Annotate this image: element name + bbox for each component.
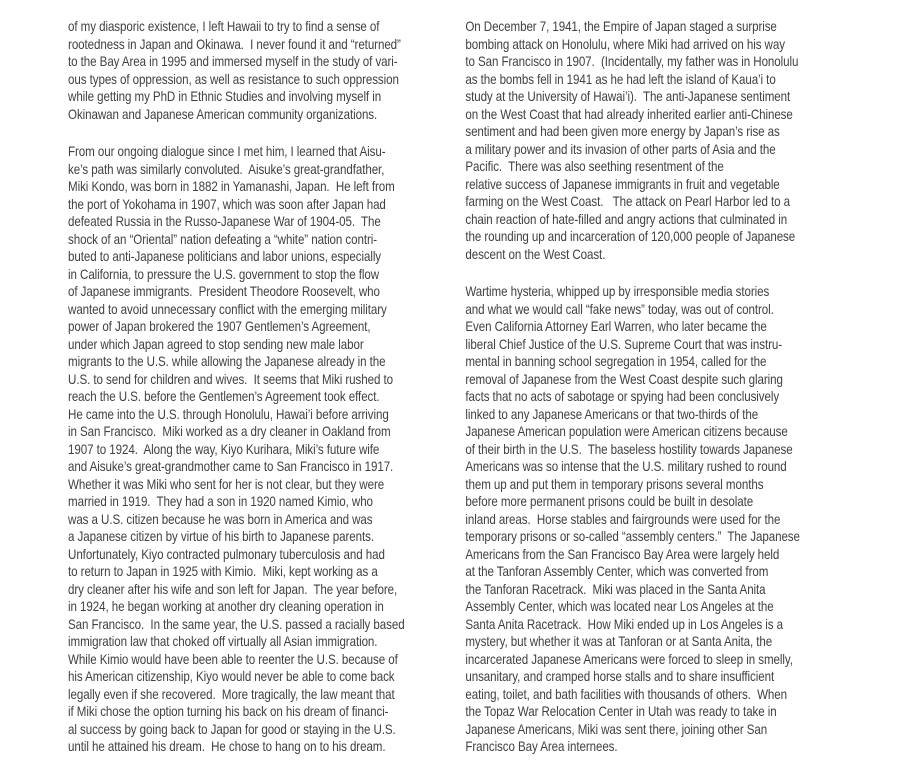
text-line: U.S. to send for children and wives. It seems that Miki rushed to: [68, 371, 393, 387]
text-line: Santa Anita Racetrack. How Miki ended up in Los Angeles is a: [465, 616, 783, 632]
text-line: linked to any Japanese Americans or that two-thirds of the: [465, 406, 759, 422]
text-line: the Tanforan Racetrack. Miki was placed in the Santa Anita: [465, 581, 766, 597]
paragraph: [465, 18, 860, 263]
text-line: removal of Japanese from the West Coast despite such glaring: [465, 371, 783, 387]
text-line: of their birth in the U.S. The baseless hostility towards Japanese: [465, 441, 793, 457]
text-line: Pacific. There was also seething resentment of the: [465, 159, 724, 174]
text-line: facts that no acts of sabotage or spying had been conclusively: [465, 389, 780, 404]
text-line: before more permanent prisons could be built in desolate: [465, 494, 754, 509]
text-line: shock of an “Oriental” nation defeating a “white” nation contri-: [68, 231, 378, 247]
text-line: unsanitary, and cramped horse stalls and to share insufficient: [465, 669, 775, 684]
text-column-left: [68, 18, 450, 776]
text-line: On December 7, 1941, the Empire of Japan staged a surprise: [465, 19, 777, 34]
paragraph: [465, 283, 860, 756]
text-line: eating, toilet, and bath facilities with thousands of others. When: [465, 686, 788, 702]
text-line: study at the University of Hawai’i). The anti-Japanese sentiment: [465, 89, 791, 104]
text-line: Americans from the San Francisco Bay Area were largely held: [465, 546, 780, 562]
text-line: in San Francisco. Miki worked as a dry cleaner in Oakland from: [68, 424, 391, 439]
text-line: migrants to the U.S. while allowing the Japanese already in the: [68, 354, 386, 369]
text-line: Francisco Bay Area internees.: [465, 739, 618, 754]
text-line: Miki Kondo, was born in 1882 in Yamanashi, Japan. He left from: [68, 179, 395, 194]
paragraph: [68, 18, 450, 123]
text-line: in California, to pressure the U.S. government to stop the flow: [68, 266, 380, 282]
text-line: chain reaction of hate-filled and angry actions that culminated in: [465, 211, 788, 227]
text-line: Japanese Americans, Miki was sent there, joining other San: [465, 721, 768, 737]
text-line: reach the U.S. before the Gentlemen’s Agreement took effect.: [68, 389, 380, 404]
text-line: in 1924, he began working at another dry cleaning operation in: [68, 599, 384, 614]
text-line: sentiment and had been given more energy by Japan’s rise as: [465, 124, 780, 139]
text-line: was a U.S. citizen because he was born in America and was: [68, 511, 373, 527]
text-line: legally even if she recovered. More tragically, the law meant that: [68, 686, 395, 702]
text-line: his American citizenship, Kiyo would never be able to come back: [68, 669, 395, 684]
paragraph: [68, 143, 450, 756]
text-line: From our ongoing dialogue since I met him, I learned that Aisu-: [68, 144, 386, 159]
text-line: Japanese American population were American citizens because: [465, 424, 788, 439]
text-line: farming on the West Coast. The attack on Pearl Harbor led to a: [465, 194, 791, 209]
text-line: al success by going back to Japan for good or staying in the U.S.: [68, 721, 396, 737]
text-line: them up and put them in temporary prisons several months: [465, 476, 764, 492]
text-line: if Miki chose the option turning his back on his dream of financi-: [68, 704, 389, 719]
text-line: at the Tanforan Assembly Center, which was converted from: [465, 564, 769, 579]
text-line: defeated Russia in the Russo-Japanese War of 1904-05. The: [68, 214, 381, 229]
text-line: Assembly Center, which was located near Los Angeles at the: [465, 599, 774, 614]
text-line: and Aisuke’s great-grandmother came to San Francisco in 1917.: [68, 459, 394, 474]
text-line: as the bombs fell in 1941 as he had left the island of Kaua’i to: [465, 71, 776, 87]
text-line: ke’s path was similarly convoluted. Aisuke’s great-grandfather,: [68, 161, 385, 177]
text-line: the Topaz War Relocation Center in Utah was ready to take in: [465, 704, 777, 719]
text-line: of Japanese immigrants. President Theodore Roosevelt, who: [68, 284, 380, 299]
text-column-right: [465, 18, 860, 776]
text-line: on the West Coast that had already inherited earlier anti-Chinese: [465, 106, 793, 122]
text-line: bombing attack on Honolulu, where Miki had arrived on his way: [465, 36, 785, 52]
text-line: and what we would call “fake news” today, was out of control.: [465, 301, 774, 317]
text-line: the port of Yokohama in 1907, which was soon after Japan had: [68, 196, 386, 212]
text-line: a military power and its invasion of other parts of Asia and the: [465, 141, 776, 157]
text-line: Unfortunately, Kiyo contracted pulmonary tuberculosis and had: [68, 546, 385, 562]
text-line: to the Bay Area in 1995 and immersed myself in the study of vari-: [68, 54, 398, 69]
text-line: mental in banning school segregation in 1954, called for the: [465, 354, 767, 369]
text-line: to San Francisco in 1907. (Incidentally, my father was in Honolulu: [465, 54, 799, 69]
text-line: under which Japan agreed to stop sending new male labor: [68, 336, 364, 352]
text-line: Wartime hysteria, whipped up by irresponsible media stories: [465, 284, 770, 299]
text-line: wanted to avoid unnecessary conflict with the emerging military: [68, 301, 387, 317]
text-line: married in 1919. They had a son in 1920 named Kimio, who: [68, 494, 373, 509]
text-line: relative success of Japanese immigrants in fruit and vegetable: [465, 176, 780, 192]
text-line: a Japanese citizen by virtue of his birth to Japanese parents.: [68, 529, 375, 544]
text-line: temporary prisons or so-called “assembly centers.” The Japanese: [465, 529, 800, 544]
text-line: He came into the U.S. through Honolulu, Hawai’i before arriving: [68, 406, 389, 422]
text-line: to return to Japan in 1925 with Kimio. Miki, kept working as a: [68, 564, 378, 579]
text-line: of my diasporic existence, I left Hawaii to try to find a sense of: [68, 19, 380, 34]
text-line: until he attained his dream. He chose to hang on to his dream.: [68, 739, 386, 754]
text-line: Okinawan and Japanese American community organizations.: [68, 106, 378, 122]
text-line: rootedness in Japan and Okinawa. I never found it and “returned”: [68, 36, 401, 52]
text-line: incarcerated Japanese Americans were forced to sleep in smelly,: [465, 651, 793, 667]
text-line: dry cleaner after his wife and son left for Japan. The year before,: [68, 581, 398, 597]
text-line: while getting my PhD in Ethnic Studies and involving myself in: [68, 89, 382, 104]
text-line: mystery, but whether it was at Tanforan or at Santa Anita, the: [465, 634, 773, 649]
text-line: ous types of oppression, as well as resistance to such oppression: [68, 71, 399, 87]
text-line: descent on the West Coast.: [465, 246, 606, 262]
text-line: inland areas. Horse stables and fairgrounds were used for the: [465, 511, 781, 527]
text-line: While Kimio would have been able to reenter the U.S. because of: [68, 651, 398, 667]
text-line: liberal Chief Justice of the U.S. Supreme Court that was instru-: [465, 336, 783, 352]
text-line: Americans was so intense that the U.S. military rushed to round: [465, 459, 787, 474]
text-line: Even California Attorney Earl Warren, who later became the: [465, 319, 767, 334]
text-line: the rounding up and incarceration of 120,000 people of Japanese: [465, 229, 796, 244]
text-line: 1907 to 1924. Along the way, Kiyo Kurihara, Miki’s future wife: [68, 441, 380, 457]
text-line: San Francisco. In the same year, the U.S. passed a racially based: [68, 616, 405, 632]
text-line: power of Japan brokered the 1907 Gentlemen’s Agreement,: [68, 319, 371, 334]
text-line: Whether it was Miki who sent for her is not clear, but they were: [68, 476, 385, 492]
text-line: immigration law that choked off virtually all Asian immigration.: [68, 634, 378, 649]
text-line: buted to anti-Japanese politicians and labor unions, especially: [68, 249, 382, 264]
